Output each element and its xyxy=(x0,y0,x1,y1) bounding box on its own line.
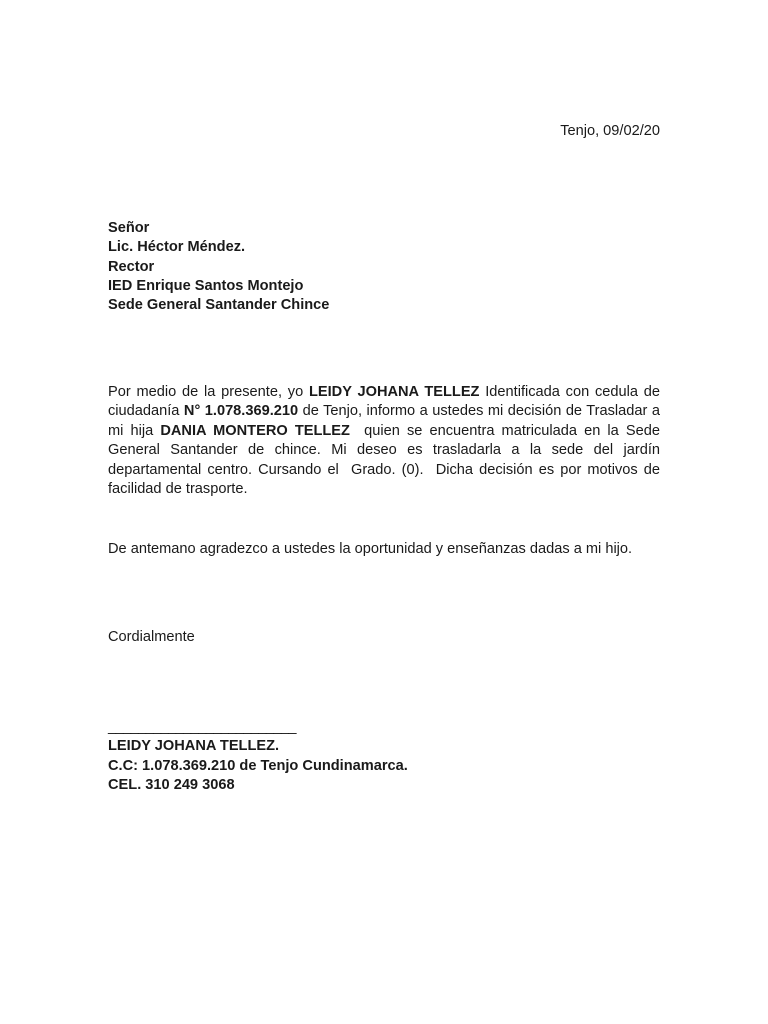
signature-name: LEIDY JOHANA TELLEZ. xyxy=(108,738,280,755)
parent-name: LEIDY JOHANA TELLEZ xyxy=(308,384,480,400)
recipient-salutation: Señor xyxy=(108,220,150,236)
child-name: DANIA MONTERO TELLEZ xyxy=(160,422,350,439)
body-text-b: Identificada con cedula de ciudadanía xyxy=(108,384,660,420)
signature-line: _________________________ xyxy=(108,719,296,735)
signature-block xyxy=(108,718,408,795)
recipient-name: Lic. Héctor Méndez. xyxy=(108,239,246,256)
id-number: N° 1.078.369.210 xyxy=(183,403,299,420)
body-text-c: de Tenjo, informo a ustedes mi decisión de Trasladar a mi hija xyxy=(108,403,660,439)
body-paragraph xyxy=(108,383,665,499)
recipient-institution: IED Enrique Santos Montejo xyxy=(108,277,304,294)
recipient-campus: Sede General Santander Chince xyxy=(108,297,330,314)
closing: Cordialmente xyxy=(108,629,195,645)
signature-phone: CEL. 310 249 3068 xyxy=(108,776,235,793)
body-text-d: quien se encuentra matriculada en la Sede General Santander de chince. Mi deseo es trasladarla a la sede del jardín departamental centro. Cursando el Grado. (0). Dicha decisión es por motivos de facilidad de trasporte. xyxy=(108,422,665,498)
recipient-title: Rector xyxy=(108,258,155,275)
date-line: Tenjo, 09/02/20 xyxy=(560,123,660,139)
recipient-block xyxy=(108,219,329,315)
signature-id: C.C: 1.078.369.210 de Tenjo Cundinamarca. xyxy=(108,757,408,774)
thanks-paragraph: De antemano agradezco a ustedes la oportunidad y enseñanzas dadas a mi hijo. xyxy=(108,541,633,557)
body-text-a: Por medio de la presente, yo xyxy=(108,384,309,400)
